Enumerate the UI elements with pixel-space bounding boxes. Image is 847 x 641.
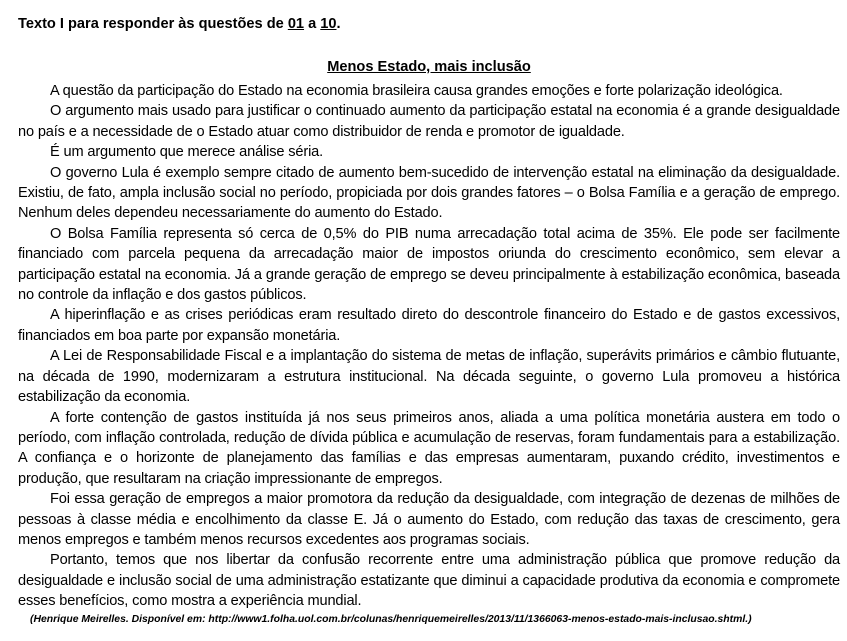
question-end-number: 10 bbox=[320, 16, 337, 32]
paragraph: A forte contenção de gastos instituída já nos seus primeiros anos, aliada a uma política monetária austera em todo o período, com inflação controlada, redução de dívida pública e acumulação de reservas, foram fundamentais para a estabilização. A confiança e o horizonte de planejamento das famílias e das empresas aumentaram, puxando crédito, investimentos e produção, que resultaram na criação impressionante de empregos. bbox=[18, 409, 840, 487]
question-start-number: 01 bbox=[287, 16, 305, 32]
article-body bbox=[18, 81, 840, 612]
heading-suffix: . bbox=[336, 16, 341, 32]
paragraph: A hiperinflação e as crises periódicas eram resultado direto do descontrole financeiro do Estado e de gastos excessivos, financiados em boa parte por expansão monetária. bbox=[18, 307, 840, 344]
paragraph: O governo Lula é exemplo sempre citado de aumento bem-sucedido de intervenção estatal na eliminação da desigualdade. Existiu, de fato, ampla inclusão social no período, propiciada por dois grandes fatores – o Bolsa Família e a geração de emprego. Nenhum deles dependeu necessariamente do aumento do Estado. bbox=[18, 164, 840, 222]
instruction-heading bbox=[18, 14, 840, 34]
heading-middle: a bbox=[304, 16, 321, 32]
paragraph: A questão da participação do Estado na economia brasileira causa grandes emoções e forte polarização ideológica. bbox=[50, 83, 783, 99]
paragraph: Foi essa geração de empregos a maior promotora da redução da desigualdade, com integração de dezenas de milhões de pessoas à classe média e encolhimento da classe E. Já o aumento do Estado, com redução das taxas de crescimento, gera menos empregos e também menos recursos excedentes aos programas sociais. bbox=[18, 491, 840, 548]
paragraph: A Lei de Responsabilidade Fiscal e a implantação do sistema de metas de inflação, superávits primários e câmbio flutuante, na década de 1990, modernizaram a estrutura institucional. Na década seguinte, o governo Lula promoveu a histórica estabilização da economia. bbox=[18, 348, 840, 406]
article-title: Menos Estado, mais inclusão bbox=[327, 59, 531, 75]
paragraph: O argumento mais usado para justificar o continuado aumento da participação estatal na economia é a grande desigualdade no país e a necessidade de o Estado atuar como distribuidor de renda e promotor de igualdade. bbox=[18, 103, 840, 140]
paragraph: O Bolsa Família representa só cerca de 0,5% do PIB numa arrecadação total acima de 35%. Ele pode ser facilmente financiado com parcela pequena da arrecadação maior de impostos oriunda do crescimento econômico, sem elevar a participação estatal na economia. Já a grande geração de emprego se deveu principalmente à estabilização econômica, baseada no controle da inflação e dos gastos públicos. bbox=[18, 225, 840, 304]
heading-prefix: Texto I para responder às questões de bbox=[18, 16, 288, 32]
document-page bbox=[18, 14, 840, 627]
paragraph: Portanto, temos que nos libertar da confusão recorrente entre uma administração pública que promove redução da desigualdade e inclusão social de uma administração estatizante que diminui a capacidade produtiva da economia e compromete esses benefícios, como mostra a experiência mundial. bbox=[18, 552, 840, 610]
source-citation: (Henrique Meirelles. Disponível em: http://www1.folha.uol.com.br/colunas/henriquemeirelles/2013/11/1366063-menos-estado-mais-inclusao.shtml.) bbox=[30, 613, 752, 625]
paragraph: É um argumento que merece análise séria. bbox=[50, 144, 324, 161]
